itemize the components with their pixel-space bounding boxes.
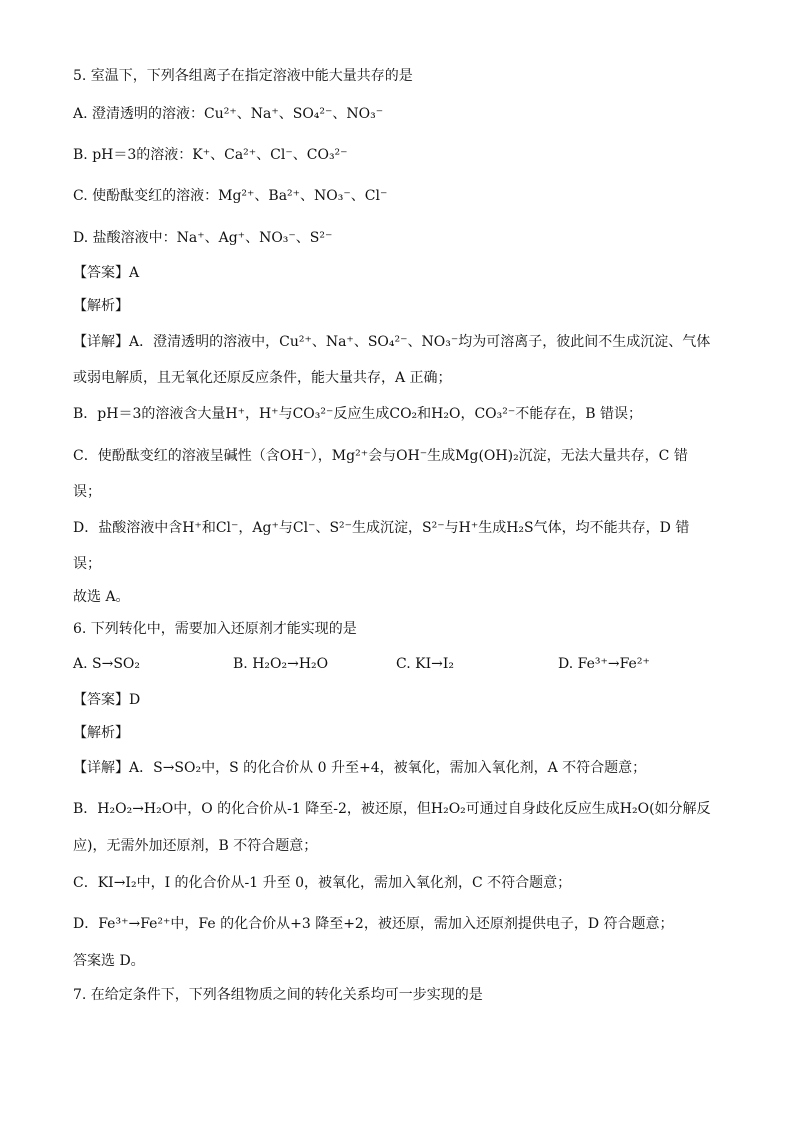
q5-option-a: A. 澄清透明的溶液：Cu²⁺、Na⁺、SO₄²⁻、NO₃⁻: [73, 106, 384, 122]
q5-detail-line: 误；: [73, 484, 101, 500]
q6-stem: 6. 下列转化中，需要加入还原剂才能实现的是: [73, 621, 357, 637]
q6-option-d: D. Fe³⁺→Fe²⁺: [558, 656, 650, 672]
q5-option-c: C. 使酚酞变红的溶液：Mg²⁺、Ba²⁺、NO₃⁻、Cl⁻: [73, 188, 388, 204]
q5-stem: 5. 室温下，下列各组离子在指定溶液中能大量共存的是: [73, 68, 413, 84]
q7-stem: 7. 在给定条件下，下列各组物质之间的转化关系均可一步实现的是: [73, 987, 483, 1003]
q6-option-a: A. S→SO₂: [73, 656, 141, 672]
q5-detail-line: 或弱电解质，且无氧化还原反应条件，能大量共存，A 正确；: [73, 370, 452, 386]
q6-option-c: C. KI→I₂: [396, 656, 454, 672]
q5-detail-line: 误；: [73, 556, 101, 572]
q5-conclusion: 故选 A。: [73, 589, 130, 605]
q6-detail-line: C．KI→I₂中，I 的化合价从-1 升至 0，被氧化，需加入氧化剂，C 不符合题意；: [73, 875, 572, 891]
q6-answer: 【答案】D: [73, 692, 141, 708]
q6-detail-line: 应)，无需外加还原剂，B 不符合题意；: [73, 838, 318, 854]
q5-option-b: B. pH＝3的溶液：K⁺、Ca²⁺、Cl⁻、CO₃²⁻: [73, 147, 348, 163]
q5-detail-line: D．盐酸溶液中含H⁺和Cl⁻，Ag⁺与Cl⁻、S²⁻生成沉淀，S²⁻与H⁺生成H₂S气体，均不能共存，D 错: [73, 520, 690, 536]
q6-detail-line: D．Fe³⁺→Fe²⁺中，Fe 的化合价从+3 降至+2，被还原，需加入还原剂提供电子，D 符合题意；: [73, 916, 674, 932]
q6-detail-line: 【详解】A．S→SO₂中，S 的化合价从 0 升至+4，被氧化，需加入氧化剂，A 不符合题意；: [73, 760, 647, 776]
q5-answer: 【答案】A: [73, 265, 140, 281]
q5-option-d: D. 盐酸溶液中：Na⁺、Ag⁺、NO₃⁻、S²⁻: [73, 230, 333, 246]
q5-detail-line: C．使酚酞变红的溶液呈碱性（含OH⁻），Mg²⁺会与OH⁻生成Mg(OH)₂沉淀，无法大量共存，C 错: [73, 448, 688, 464]
q5-analysis-label: 【解析】: [73, 298, 129, 314]
q6-analysis-label: 【解析】: [73, 725, 129, 741]
q6-conclusion: 答案选 D。: [73, 953, 145, 969]
q5-detail-line: 【详解】A．澄清透明的溶液中，Cu²⁺、Na⁺、SO₄²⁻、NO₃⁻均为可溶离子，彼此间不生成沉淀、气体: [73, 334, 711, 350]
q6-detail-line: B．H₂O₂→H₂O中，O 的化合价从-1 降至-2，被还原，但H₂O₂可通过自身歧化反应生成H₂O(如分解反: [73, 801, 711, 817]
q5-detail-line: B．pH＝3的溶液含大量H⁺，H⁺与CO₃²⁻反应生成CO₂和H₂O，CO₃²⁻不能存在，B 错误；: [73, 406, 643, 422]
q6-option-b: B. H₂O₂→H₂O: [233, 656, 329, 672]
